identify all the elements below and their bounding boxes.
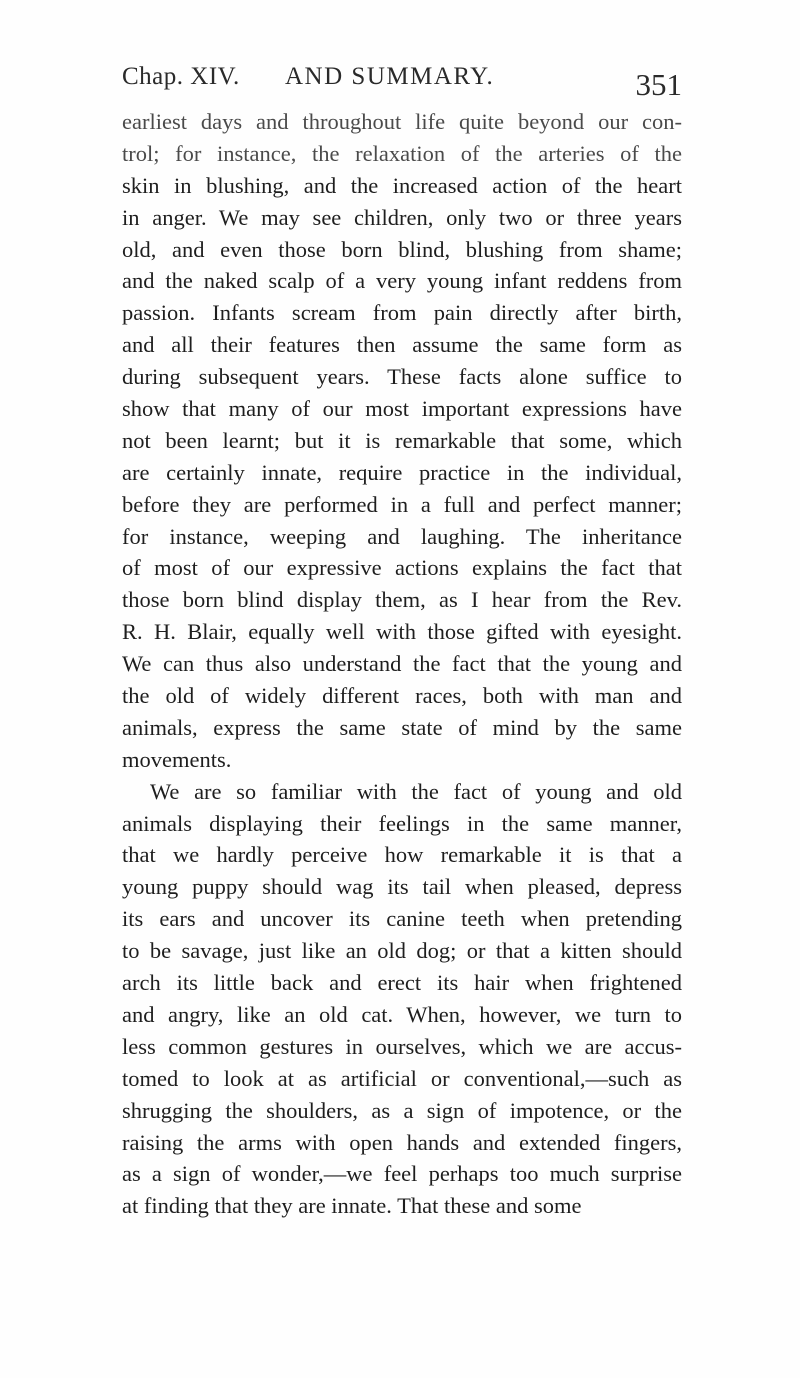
text-line: in anger. We may see children, only two or three years [122,204,682,230]
chapter-label: Chap. XIV. [122,63,240,90]
text-line: trol; for instance, the relaxation of the arteries of the [122,140,682,166]
text-line: animals, express the same state of mind by the same [122,714,682,740]
text-line: those born blind display them, as I hear from the Rev. [122,587,682,613]
paragraph [122,776,682,1222]
running-title: AND SUMMARY. [285,63,495,90]
text-line: that we hardly perceive how remarkable it is that a [122,842,682,868]
text-line: raising the arms with open hands and extended fingers, [122,1129,682,1155]
text-line: tomed to look at as artificial or conventional,—such as [122,1065,682,1091]
text-line: animals displaying their feelings in the same manner, [122,810,682,836]
text-line: earliest days and throughout life quite beyond our con- [122,109,682,134]
text-line: arch its little back and erect its hair when frightened [122,970,682,996]
text-line: and angry, like an old cat. When, however, we turn to [122,1001,682,1027]
text-line: R. H. Blair, equally well with those gifted with eyesight. [122,619,682,645]
text-line: skin in blushing, and the increased action of the heart [122,172,682,198]
text-line: movements. [122,746,232,772]
text-line: are certainly innate, require practice in the individual, [122,459,682,485]
text-line: of most of our expressive actions explains the fact that [122,555,682,581]
paragraph [122,106,682,776]
text-line: before they are performed in a full and perfect manner; [122,491,682,517]
text-line: for instance, weeping and laughing. The inheritance [122,523,682,549]
text-line: show that many of our most important expressions have [122,396,682,422]
text-line: the old of widely different races, both with man and [122,683,682,709]
text-line: We can thus also understand the fact that the young and [122,651,682,677]
text-line: less common gestures in ourselves, which we are accus- [122,1033,682,1059]
text-line: and all their features then assume the same form as [122,332,682,358]
text-line: its ears and uncover its canine teeth when pretending [122,906,682,932]
text-line: shrugging the shoulders, as a sign of impotence, or the [122,1097,682,1123]
text-line: not been learnt; but it is remarkable that some, which [122,427,682,453]
text-line: young puppy should wag its tail when pleased, depress [122,874,682,900]
text-line: as a sign of wonder,—we feel perhaps too much surprise [122,1161,682,1187]
page-number: 351 [635,67,682,102]
text-line: at finding that they are innate. That these and some [122,1193,582,1219]
text-line: We are so familiar with the fact of young and old [150,778,682,804]
text-line: and the naked scalp of a very young infant reddens from [122,268,682,294]
text-line: during subsequent years. These facts alone suffice to [122,364,682,390]
text-line: passion. Infants scream from pain directly after birth, [122,300,682,326]
text-line: old, and even those born blind, blushing from shame; [122,236,682,262]
running-header [122,63,682,103]
text-line: to be savage, just like an old dog; or that a kitten should [122,938,682,964]
body-text [122,106,682,1222]
